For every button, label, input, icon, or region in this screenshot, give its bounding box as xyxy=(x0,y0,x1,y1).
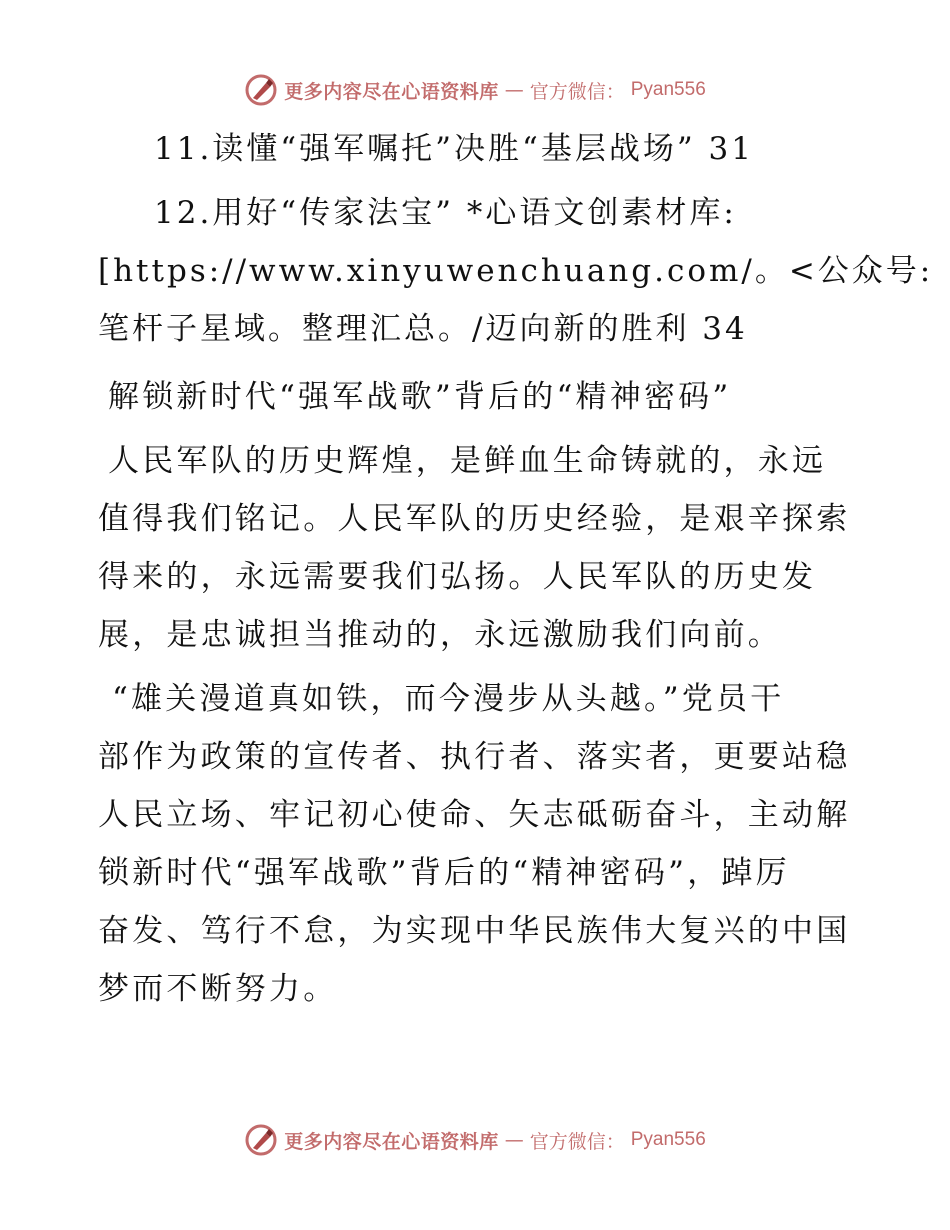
paragraph-1-line-4: 展，是忠诚担当推动的，永远激励我们向前。 xyxy=(98,617,782,653)
watermark-brand: 更多内容尽在心语资料库 xyxy=(284,80,499,103)
paragraph-1-line-2: 值得我们铭记。人民军队的历史经验，是艰辛探索 xyxy=(98,501,851,537)
paragraph-2-line-4: 锁新时代“强军战歌”背后的“精神密码”，踔厉 xyxy=(98,855,790,891)
paragraph-2-line-5: 奋发、笃行不怠，为实现中华民族伟大复兴的中国 xyxy=(98,913,851,949)
paragraph-2-line-2: 部作为政策的宣传者、执行者、落实者，更要站稳 xyxy=(98,739,851,775)
toc-item-12-line-3: 笔杆子星域。整理汇总。/迈向新的胜利 34 xyxy=(98,311,748,347)
watermark-dash: — xyxy=(504,1129,524,1151)
watermark-banner-top xyxy=(0,72,950,108)
paragraph-1 xyxy=(98,432,851,664)
paragraph-2-line-1: “雄关漫道真如铁，而今漫步从头越。”党员干 xyxy=(112,681,785,717)
watermark-official: 官方微信： xyxy=(529,80,625,103)
watermark-dash: — xyxy=(504,79,524,101)
watermark-banner-bottom xyxy=(0,1122,950,1158)
article-title: 解锁新时代“强军战歌”背后的“精神密码” xyxy=(108,379,732,415)
toc-item-12-line-2: [https://www.xinyuwenchuang.com/。<公众号: xyxy=(98,253,934,289)
paragraph-2-line-3: 人民立场、牢记初心使命、矢志砥砺奋斗，主动解 xyxy=(98,797,851,833)
paragraph-1-line-1: 人民军队的历史辉煌，是鲜血生命铸就的，永远 xyxy=(108,443,827,479)
watermark-wechat-id: Pyan556 xyxy=(630,1129,706,1150)
paragraph-2-line-6: 梦而不断努力。 xyxy=(98,971,338,1007)
watermark-official: 官方微信： xyxy=(529,1130,625,1153)
paragraph-1-line-3: 得来的，永远需要我们弘扬。人民军队的历史发 xyxy=(98,559,817,595)
pen-logo-icon xyxy=(244,1123,278,1157)
watermark-wechat-id: Pyan556 xyxy=(630,79,706,100)
toc-item-12-line-1: 12.用好“传家法宝” *心语文创素材库: xyxy=(154,195,737,231)
toc-item-11: 11.读懂“强军嘱托”决胜“基层战场” 31 xyxy=(154,131,754,167)
document-body xyxy=(98,120,934,1018)
paragraph-2 xyxy=(98,670,851,1018)
pen-logo-icon xyxy=(244,73,278,107)
watermark-brand: 更多内容尽在心语资料库 xyxy=(284,1130,499,1153)
